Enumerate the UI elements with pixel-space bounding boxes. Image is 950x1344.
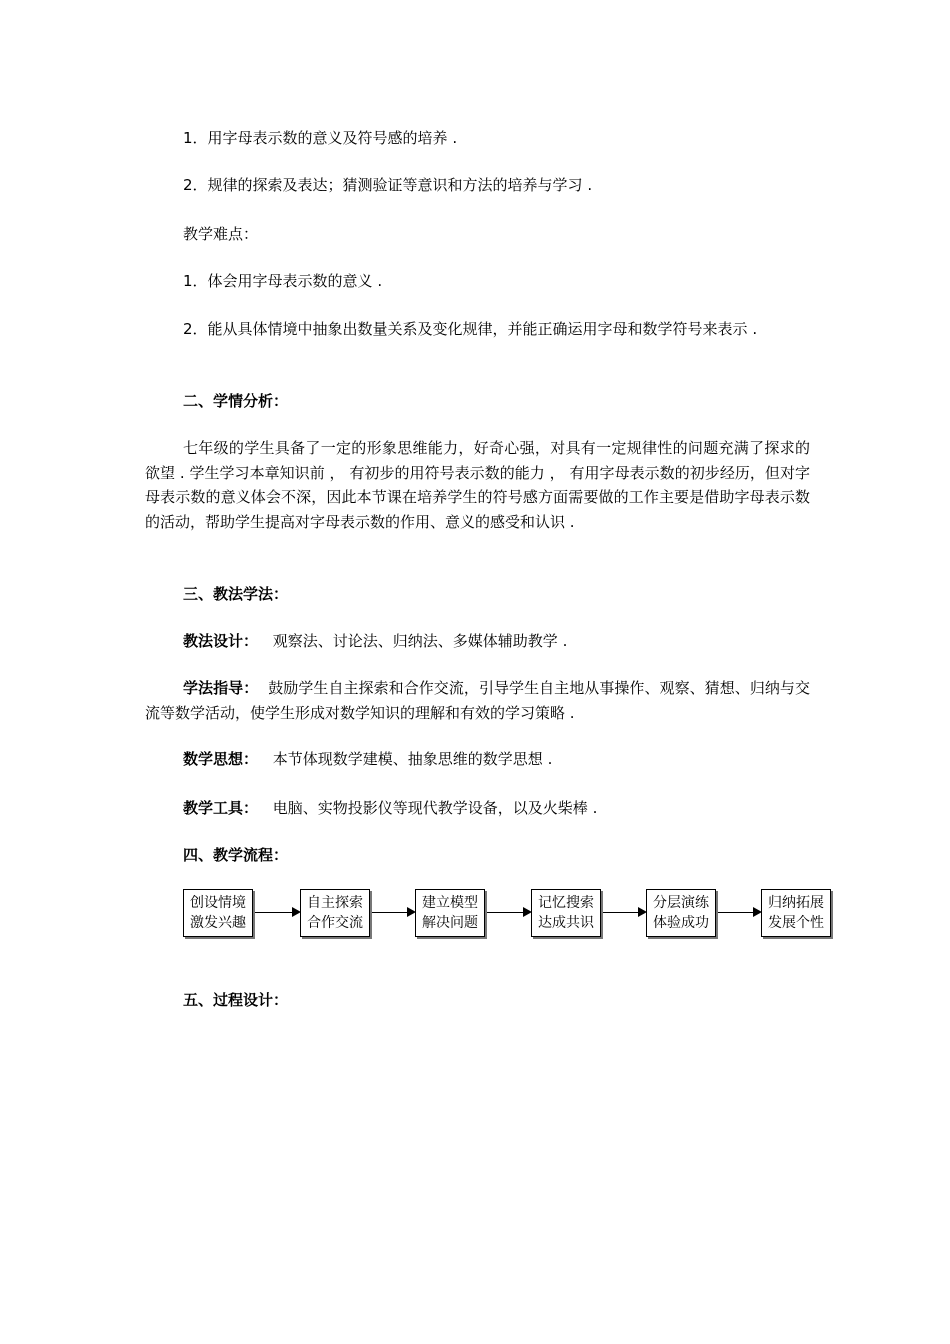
flow-step-3 xyxy=(415,889,485,937)
flow-step-3-line2: 解决问题 xyxy=(422,915,478,931)
teaching-tool-label: 教学工具： xyxy=(183,799,259,817)
teaching-tool-row xyxy=(183,797,597,819)
teaching-tool-text: 电脑、实物投影仪等现代教学设备，以及火柴棒 . xyxy=(272,799,598,817)
section-3-heading: 三、教法学法： xyxy=(183,585,289,603)
flow-step-4 xyxy=(531,889,601,937)
math-thought-label: 数学思想： xyxy=(183,750,259,768)
flow-step-5 xyxy=(646,889,716,937)
teaching-method-label: 教法设计： xyxy=(183,632,259,650)
math-thought-text: 本节体现数学建模、抽象思维的数学思想 . xyxy=(272,750,553,768)
key-point-2: 2．规律的探索及表达；猜测验证等意识和方法的培养与学习 . xyxy=(183,176,593,194)
difficulty-heading: 教学难点： xyxy=(183,225,259,243)
student-analysis-paragraph: 七年级的学生具备了一定的形象思维能力，好奇心强，对具有一定规律性的问题充满了探求的欲望 . 学生学习本章知识前 ， 有初步的用符号表示数的能力 ， 有用字母表示数的初步经历，但对字母表示数的意义体会不深，因此本节课在培养学生的符号感方面需要做的工作主要是借助字母表示数的活动，帮助学生提高对字母表示数的作用、意义的感受和认识 . xyxy=(145,439,810,531)
key-point-1: 1．用字母表示数的意义及符号感的培养 . xyxy=(183,129,458,147)
teaching-method-row xyxy=(183,630,567,652)
difficulty-2: 2．能从具体情境中抽象出数量关系及变化规律，并能正确运用字母和数学符号来表示 . xyxy=(183,320,758,338)
flow-step-2 xyxy=(300,889,370,937)
flow-step-4-line2: 达成共识 xyxy=(538,915,594,931)
teaching-flowchart xyxy=(183,889,835,943)
teaching-method-text: 观察法、讨论法、归纳法、多媒体辅助教学 . xyxy=(272,632,568,650)
flow-step-5-line2: 体验成功 xyxy=(653,915,709,931)
flow-step-1-line1: 创设情境 xyxy=(190,895,246,911)
flow-step-3-line1: 建立模型 xyxy=(422,895,478,911)
flow-step-2-line2: 合作交流 xyxy=(307,915,363,931)
section-5-heading: 五、过程设计： xyxy=(183,991,289,1009)
flow-arrow-2 xyxy=(372,912,414,913)
study-method-paragraph xyxy=(145,676,810,725)
study-method-text: 鼓励学生自主探索和合作交流，引导学生自主地从事操作、观察、猜想、归纳与交流等数学活动，使学生形成对数学知识的理解和有效的学习策略 . xyxy=(145,679,810,722)
study-method-label: 学法指导： xyxy=(183,679,259,697)
flow-arrow-3 xyxy=(487,912,530,913)
flow-step-4-line1: 记忆搜索 xyxy=(538,895,594,911)
flow-step-6-line2: 发展个性 xyxy=(768,915,824,931)
flow-step-6 xyxy=(761,889,831,937)
flow-step-1-line2: 激发兴趣 xyxy=(190,915,246,931)
section-2-heading: 二、学情分析： xyxy=(183,392,289,410)
flow-arrow-1 xyxy=(255,912,299,913)
difficulty-1: 1．体会用字母表示数的意义 . xyxy=(183,272,383,290)
flow-step-1 xyxy=(183,889,253,937)
section-4-heading: 四、教学流程： xyxy=(183,846,289,864)
flow-step-6-line1: 归纳拓展 xyxy=(768,895,824,911)
flow-arrow-5 xyxy=(718,912,760,913)
flow-step-5-line1: 分层演练 xyxy=(653,895,709,911)
math-thought-row xyxy=(183,748,552,770)
flow-step-2-line1: 自主探索 xyxy=(307,895,363,911)
flow-arrow-4 xyxy=(603,912,645,913)
